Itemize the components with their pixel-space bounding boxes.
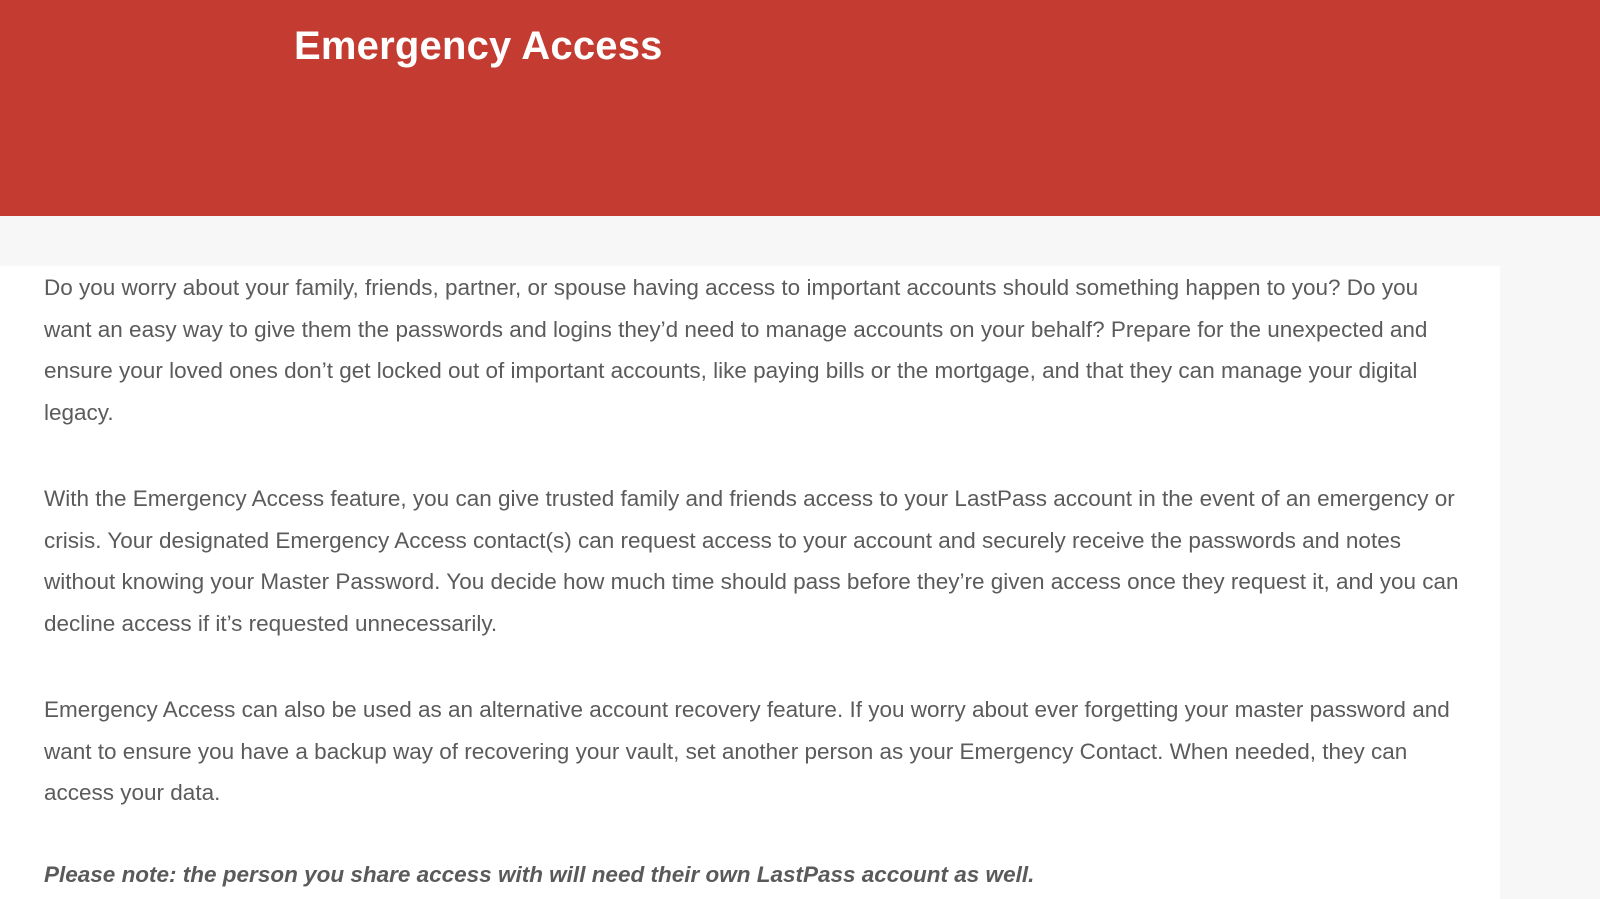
recovery-paragraph: Emergency Access can also be used as an alternative account recovery feature. If you worry about ever forgetting your master password and want to ensure you have a backup way of recovering your vault, set another person as your Emergency Contact. When needed, they can access your data. xyxy=(44,697,1450,805)
page-title: Emergency Access xyxy=(294,24,663,68)
feature-paragraph: With the Emergency Access feature, you can give trusted family and friends access to your LastPass account in the event of an emergency or crisis. Your designated Emergency Access contact(s) can request access to your account and securely receive the passwords and notes without knowing your Master Password. You decide how much time should pass before they’re given access once they request it, and you can decline access if it’s requested unnecessarily. xyxy=(44,486,1459,636)
hero-banner xyxy=(0,0,1600,216)
note-paragraph: Please note: the person you share access with will need their own LastPass account as well. xyxy=(44,862,1035,887)
intro-paragraph: Do you worry about your family, friends, partner, or spouse having access to important accounts should something happen to you? Do you want an easy way to give them the passwords and logins they’d need to manage accounts on your behalf? Prepare for the unexpected and ensure your loved ones don’t get locked out of important accounts, like paying bills or the mortgage, and that they can manage your digital legacy. xyxy=(44,275,1428,425)
